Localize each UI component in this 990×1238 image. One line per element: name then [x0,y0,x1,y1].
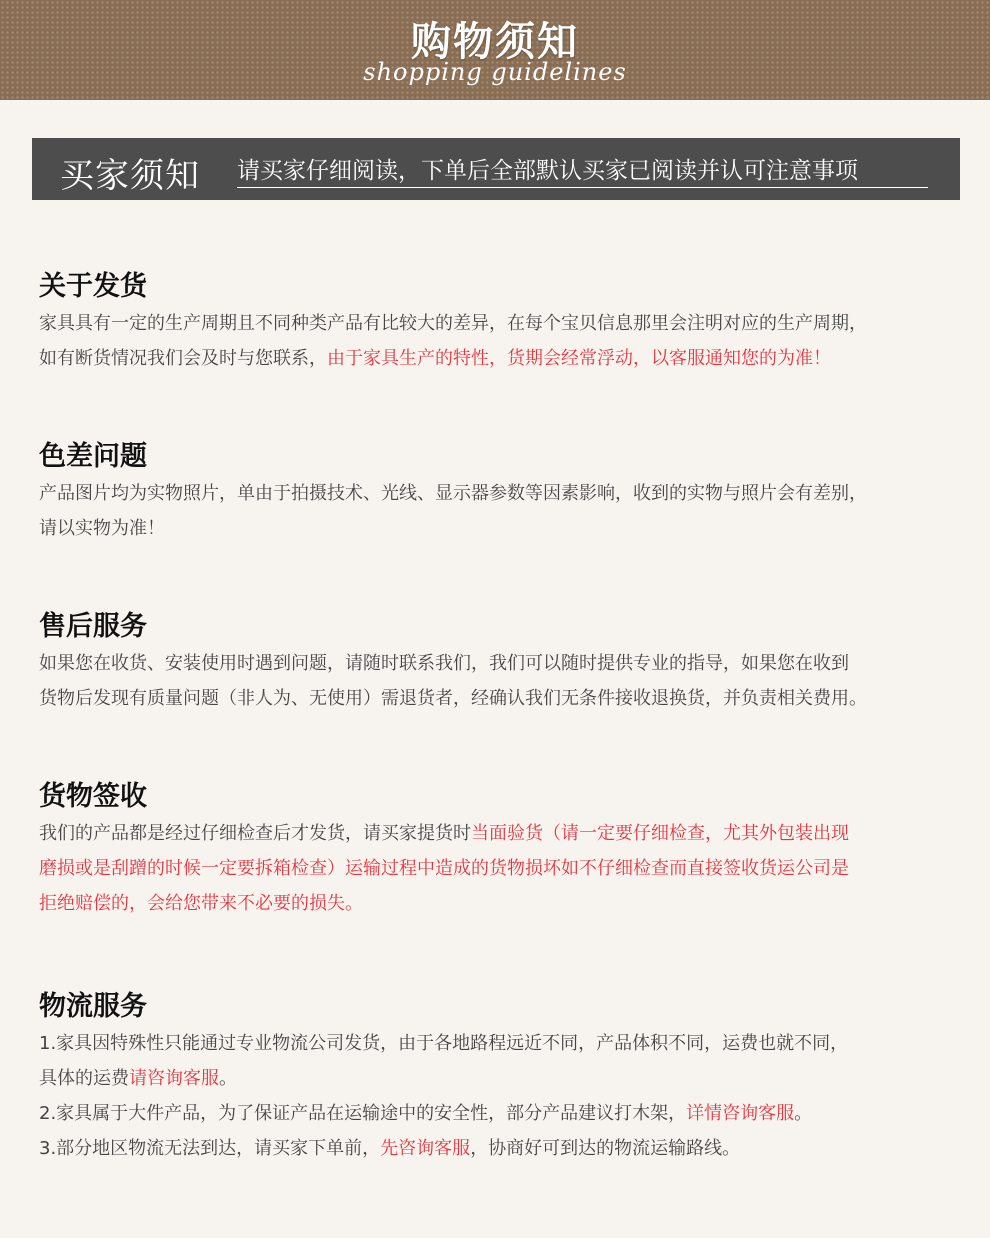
body-line [39,1061,964,1096]
body-text: 。 [794,1103,813,1124]
body-line [39,341,964,376]
body-text: 如有断货情况我们会及时与您联系， [39,348,327,369]
body-line: 产品图片均为实物照片，单由于拍摄技术、光线、显示器参数等因素影响，收到的实物与照片会有差别， [39,483,867,504]
section-logistics [39,990,964,1166]
header-banner [0,0,990,100]
body-line [39,816,964,851]
buyer-notice-bar [32,138,960,200]
highlight-text: 当面验货（请一定要仔细检查，尤其外包装出现 [471,823,849,844]
body-line [39,1131,964,1166]
body-text: 具体的运费 [39,1068,129,1089]
section-shipping [39,270,964,376]
highlight-text: 详情咨询客服 [686,1103,795,1124]
section-title: 物流服务 [39,991,147,1022]
section-body [39,816,964,921]
highlight-text: 先咨询客服 [380,1138,471,1159]
section-color-difference [39,440,964,546]
banner-subtitle: shopping guidelines [363,58,627,86]
body-text: 。 [219,1068,237,1089]
body-line: 货物后发现有质量问题（非人为、无使用）需退货者，经确认我们无条件接收退换货，并负责相关费用。 [39,688,867,709]
body-text: 我们的产品都是经过仔细检查后才发货，请买家提货时 [39,823,471,844]
section-title: 色差问题 [39,441,147,472]
section-after-sales [39,610,964,716]
body-line: 如果您在收货、安装使用时遇到问题，请随时联系我们，我们可以随时提供专业的指导，如果您在收到 [39,653,849,674]
body-line: 请以实物为准！ [39,518,165,539]
section-title: 售后服务 [39,611,147,642]
highlight-text: 由于家具生产的特性，货期会经常浮动，以客服通知您的为准！ [327,348,831,369]
body-text: ，协商好可到达的物流运输路线。 [470,1138,741,1159]
section-body [39,646,964,716]
buyer-notice-title: 买家须知 [60,156,200,196]
body-line: 拒绝赔偿的，会给您带来不必要的损失。 [39,893,363,914]
section-receipt [39,780,964,921]
body-line [39,1096,964,1131]
body-text: 2.家具属于大件产品，为了保证产品在运输途中的安全性，部分产品建议打木架， [39,1103,687,1124]
section-body [39,476,964,546]
body-line: 家具具有一定的生产周期且不同种类产品有比较大的差异，在每个宝贝信息那里会注明对应的生产周期， [39,313,867,334]
buyer-notice-subtitle: 请买家仔细阅读，下单后全部默认买家已阅读并认可注意事项 [237,152,928,188]
body-text: 3.部分地区物流无法到达，请买家下单前， [39,1138,381,1159]
body-line: 磨损或是刮蹭的时候一定要拆箱检查）运输过程中造成的货物损坏如不仔细检查而直接签收货运公司是 [39,858,849,879]
section-title: 货物签收 [39,781,147,812]
body-line: 1.家具因特殊性只能通过专业物流公司发货，由于各地路程远近不同，产品体积不同，运费也就不同， [39,1033,849,1054]
banner-title: 购物须知 [411,19,579,65]
highlight-text: 请咨询客服 [129,1068,219,1089]
section-body [39,1026,964,1166]
section-body [39,306,964,376]
section-title: 关于发货 [39,271,147,302]
